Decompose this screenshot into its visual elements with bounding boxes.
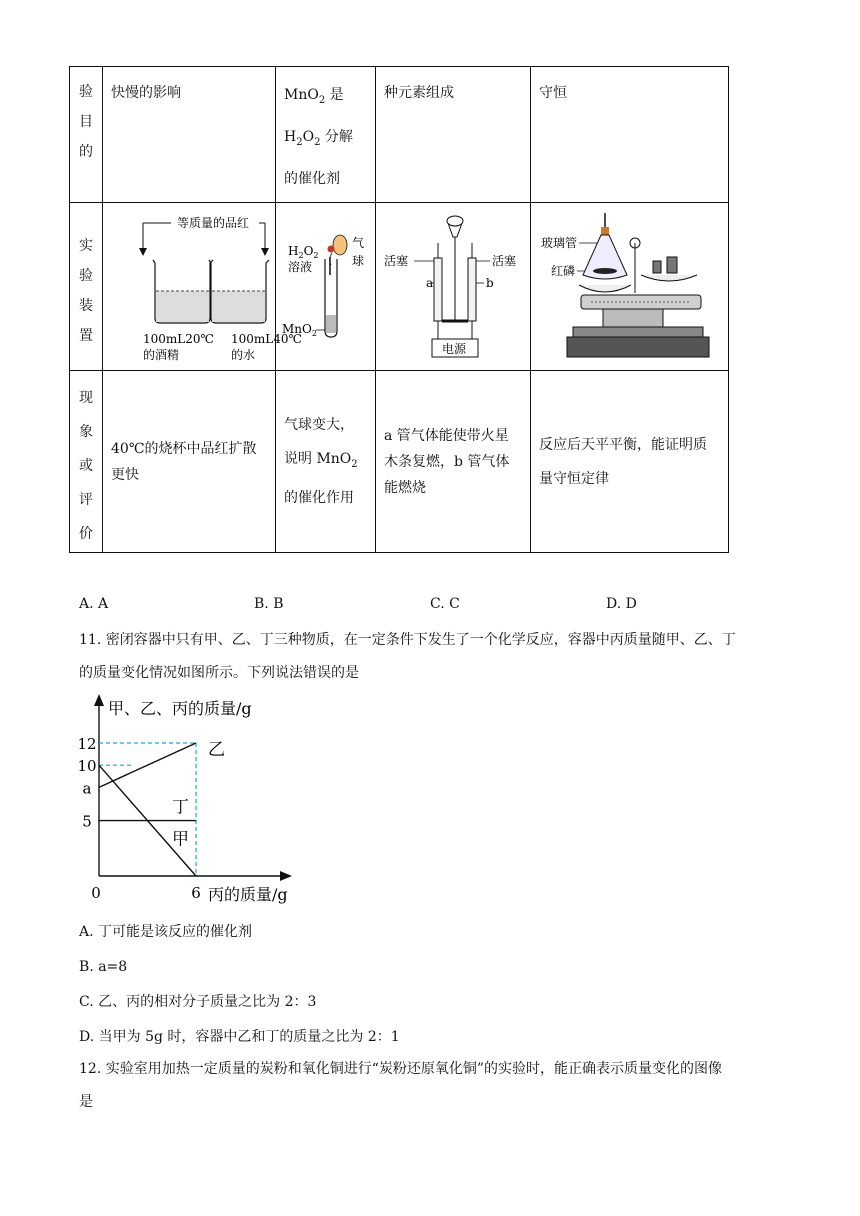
experiment-table: [69, 66, 729, 553]
left-beaker: [153, 260, 213, 323]
q12-stem-line2: 是: [79, 1094, 93, 1110]
y-tick-label-3: 5: [82, 812, 92, 831]
row-header-result: [70, 371, 103, 553]
table-row-result: [70, 371, 729, 553]
y-axis-arrow: [94, 694, 104, 706]
h2o2-label: $H_2O_2$: [288, 244, 319, 260]
y-tick-label-2: a: [82, 779, 92, 798]
q11-option-b[interactable]: B. a=8: [79, 959, 128, 975]
mno2-label: MnO$_2$: [282, 322, 317, 338]
electrolysis-diagram: [376, 203, 530, 369]
right-stopcock-label: 活塞: [492, 254, 517, 268]
dropper-bulb: [328, 246, 335, 253]
dye-label: 等质量的品红: [177, 216, 250, 230]
result-c-text: a 管气体能使带火星木条复燃，b 管气体能燃烧: [384, 427, 510, 496]
y-axis-label: 甲、乙、丙的质量/g: [108, 699, 252, 718]
balloon-shape: [333, 235, 347, 255]
q12-stem-line1: 12. 实验室用加热一定质量的炭粉和氧化铜进行“炭粉还原氧化铜”的实验时，能正确表示质量变化的图像: [79, 1061, 723, 1077]
row-header-purpose: [70, 67, 103, 203]
row-header-result-text: 现象或评价: [79, 390, 93, 542]
result-cell-c: [376, 371, 531, 553]
mass-chart: [76, 690, 316, 910]
q10-option-b[interactable]: B. B: [254, 596, 284, 612]
purpose-c-text: 种元素组成: [384, 85, 454, 101]
red-phosphorus-label: 红磷: [551, 264, 576, 278]
table-row-purpose: [70, 67, 729, 203]
result-b-text: 气球变大， 说明 MnO$_2$ 的催化作用: [284, 416, 358, 507]
apparatus-cell-b: [276, 203, 376, 371]
left-beaker-label-1: 100mL20℃: [143, 332, 214, 346]
row-header-purpose-text: 验目的: [79, 84, 93, 160]
q11-option-a[interactable]: A. 丁可能是该反应的催化剂: [79, 924, 253, 940]
left-beaker-label-2: 的酒精: [143, 348, 180, 362]
q11-stem-line1: 11. 密闭容器中只有甲、乙、丁三种物质，在一定条件下发生了一个化学反应，容器中丙质量随甲、乙、丁: [79, 632, 736, 648]
q11-option-c[interactable]: C. 乙、丙的相对分子质量之比为 2：3: [79, 994, 317, 1010]
q10-option-c[interactable]: C. C: [430, 596, 460, 612]
right-beaker: [209, 260, 269, 323]
series-label-1: 丁: [172, 797, 189, 818]
result-cell-b: [276, 371, 376, 553]
series-label-2: 甲: [172, 829, 189, 850]
row-header-apparatus-text: 实验装置: [79, 238, 93, 344]
purpose-cell-a: [103, 67, 276, 203]
test-tube-diagram: [276, 203, 375, 369]
left-stopcock-label: 活塞: [384, 254, 409, 268]
q11-stem-line2: 的质量变化情况如图所示。下列说法错误的是: [79, 665, 359, 681]
power-supply-label: 电源: [442, 342, 467, 356]
x-tick-label-1: 6: [191, 884, 201, 902]
result-cell-a: [103, 371, 276, 553]
tube-a-label: a: [426, 276, 434, 290]
purpose-d-text: 守恒: [539, 85, 567, 101]
table-row-apparatus: [70, 203, 729, 371]
apparatus-cell-d: [531, 203, 729, 371]
q10-option-d[interactable]: D. D: [606, 596, 637, 612]
x-axis-arrow: [280, 871, 292, 881]
solution-label: 溶液: [288, 260, 313, 274]
balloon-label-2: 球: [352, 254, 365, 268]
purpose-cell-b: [276, 67, 376, 203]
x-axis-label: 丙的质量/g: [208, 885, 288, 904]
row-header-apparatus: [70, 203, 103, 371]
x-tick-label-0: 0: [91, 884, 101, 902]
glass-tube-label: 玻璃管: [541, 236, 578, 250]
purpose-cell-d: [531, 67, 729, 203]
q11-option-d[interactable]: D. 当甲为 5g 时，容器中乙和丁的质量之比为 2：1: [79, 1029, 400, 1045]
purpose-cell-c: [376, 67, 531, 203]
tube-b-label: b: [486, 276, 494, 290]
balloon-label-1: 气: [352, 236, 365, 250]
purpose-a-text: 快慢的影响: [111, 85, 181, 101]
result-d-text: 反应后天平平衡，能证明质量守恒定律: [539, 436, 707, 487]
series-label-0: 乙: [208, 740, 225, 760]
right-beaker-label-2: 的水: [231, 348, 256, 362]
y-tick-label-0: 12: [77, 735, 97, 753]
y-tick-label-1: 10: [77, 757, 97, 776]
balance-diagram: [531, 203, 728, 369]
result-a-text: 40℃的烧杯中品红扩散更快: [111, 440, 257, 483]
q10-option-a[interactable]: A. A: [79, 596, 109, 612]
apparatus-cell-c: [376, 203, 531, 371]
right-beaker-label-1: 100mL40℃: [231, 332, 302, 346]
purpose-b-text: MnO$_2$ 是 $H_2O_2$ 分解 的催化剂: [284, 87, 353, 187]
result-cell-d: [531, 371, 729, 553]
